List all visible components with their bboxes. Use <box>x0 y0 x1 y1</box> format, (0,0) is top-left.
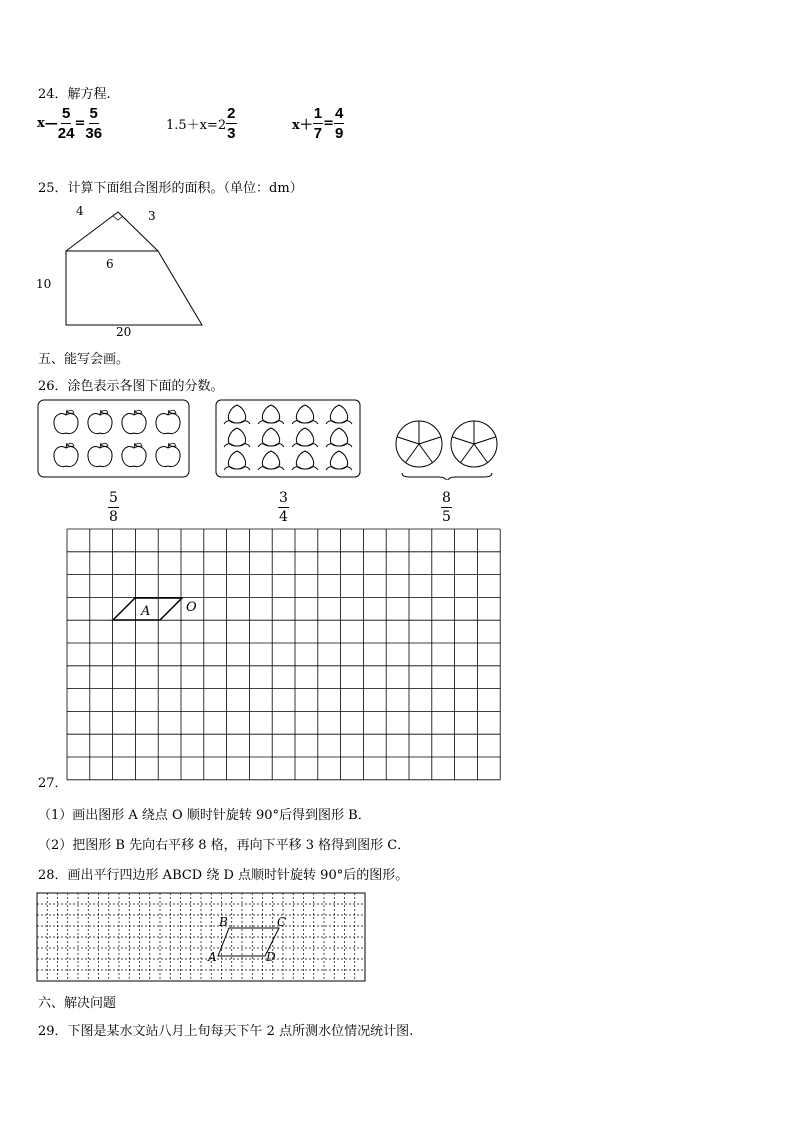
label-10: 10 <box>36 277 52 291</box>
label-a: A <box>141 604 151 619</box>
fraction-three-quarters: $\frac{3}{4}$ <box>279 490 288 525</box>
apple-icon <box>122 410 146 434</box>
peach-icon <box>224 451 250 470</box>
peaches-box <box>214 398 362 480</box>
eq1-frac2-num: 5 <box>89 105 98 122</box>
peach-icon <box>292 451 318 470</box>
label-b: B <box>219 915 228 929</box>
eq1-lhs: x— <box>37 116 58 131</box>
eq1-frac1-den: 24 <box>57 125 75 142</box>
peach-icon <box>326 428 352 447</box>
apple-icon <box>54 410 78 434</box>
equation-2 <box>166 106 237 141</box>
peach-icon <box>258 405 284 424</box>
q27-sub2: （2）把图形 B 先向右平移 8 格，再向下平移 3 格得到图形 C． <box>38 838 411 853</box>
apple-icon <box>88 443 112 467</box>
eq2-frac-den: 3 <box>227 125 236 142</box>
eq3-frac2-den: 9 <box>335 125 344 142</box>
eq3-lhs: x＋ <box>292 118 313 133</box>
eq1-frac2-den: 36 <box>85 125 103 142</box>
peach-icon <box>258 451 284 470</box>
label-a-q28: A <box>208 950 217 964</box>
q24-title: 24．解方程. <box>38 87 111 102</box>
fraction-five-eighths: $\frac{5}{8}$ <box>109 490 118 525</box>
apple-icon <box>88 410 112 434</box>
peach-icon <box>292 428 318 447</box>
label-6: 6 <box>106 257 114 271</box>
peach-icon <box>326 451 352 470</box>
grid-q27 <box>66 528 504 786</box>
eq1-equals: = <box>74 116 86 131</box>
label-20: 20 <box>116 325 132 339</box>
peach-icon <box>258 428 284 447</box>
label-c: C <box>277 915 287 929</box>
label-o: O <box>186 600 197 615</box>
section-five-heading: 五、能写会画。 <box>38 352 130 367</box>
grid-q28 <box>36 892 368 984</box>
peach-icon <box>326 405 352 424</box>
q27-sub1: （1）画出图形 A 绕点 O 顺时针旋转 90°后得到图形 B． <box>38 808 371 823</box>
apples-box <box>36 398 192 480</box>
section-six-heading: 六、解决问题 <box>38 996 117 1011</box>
label-3: 3 <box>148 209 156 223</box>
eq3-frac2-num: 4 <box>335 105 344 122</box>
peach-icon <box>224 428 250 447</box>
eq3-frac1-den: 7 <box>313 125 323 142</box>
eq1-frac1-num: 5 <box>61 105 71 122</box>
q25-title: 25．计算下面组合图形的面积。（单位：dm） <box>38 181 303 196</box>
q29-title: 29．下图是某水文站八月上旬每天下午 2 点所测水位情况统计图. <box>38 1024 414 1039</box>
eq3-equals: = <box>323 116 335 131</box>
eq3-frac1-num: 1 <box>313 105 323 122</box>
apple-icon <box>122 443 146 467</box>
q28-title: 28．画出平行四边形 ABCD 绕 D 点顺时针旋转 90°后的图形。 <box>38 868 409 883</box>
peach-icon <box>224 405 250 424</box>
eq2-lhs: 1.5＋x=2 <box>166 118 227 133</box>
label-d: D <box>266 950 276 964</box>
peach-icon <box>292 405 318 424</box>
label-4: 4 <box>76 204 84 218</box>
q26-title: 26．涂色表示各图下面的分数。 <box>38 379 224 394</box>
eq2-frac-num: 2 <box>227 105 236 122</box>
apple-icon <box>156 443 180 467</box>
q27-number: 27． <box>38 776 68 791</box>
equation-3 <box>292 106 344 141</box>
apple-icon <box>156 410 180 434</box>
equation-1 <box>37 106 102 141</box>
apple-icon <box>54 443 78 467</box>
circles-group <box>392 414 502 480</box>
circle-five-parts <box>451 421 497 467</box>
composite-figure <box>30 200 220 340</box>
fraction-eight-fifths: $\frac{8}{5}$ <box>442 490 451 525</box>
circle-five-parts <box>396 421 442 467</box>
